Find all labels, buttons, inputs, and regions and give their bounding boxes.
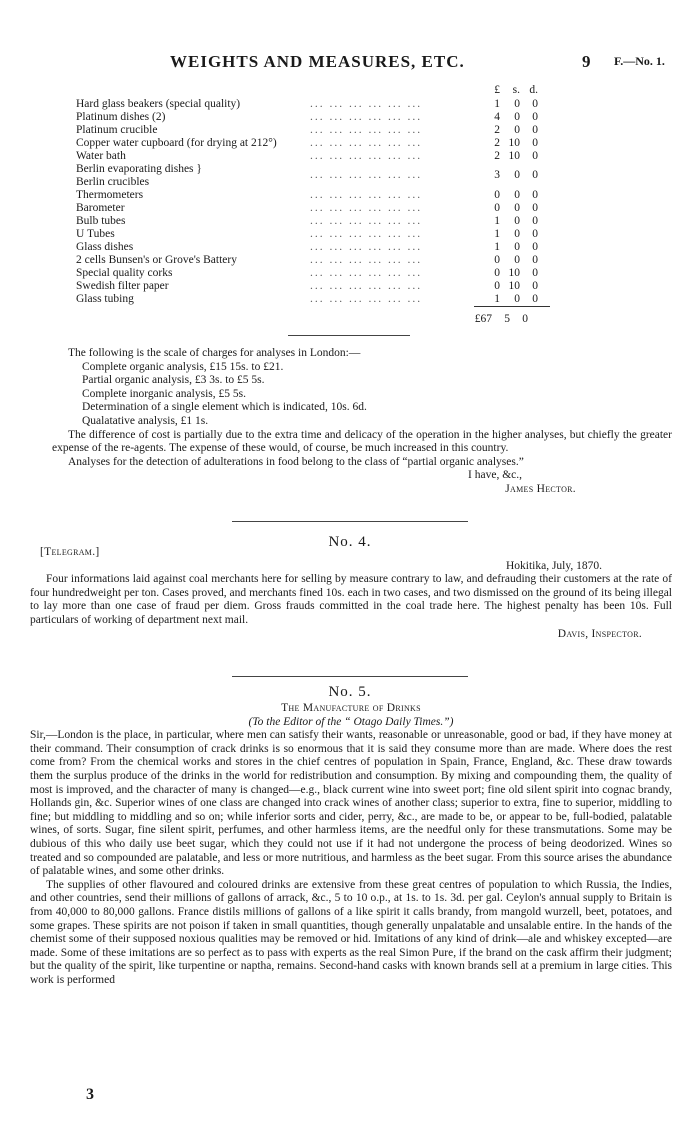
total-rule bbox=[474, 306, 550, 307]
item-name: Bulb tubes bbox=[76, 215, 126, 227]
leader-dots: ... ... ... ... ... ... bbox=[310, 169, 423, 181]
shillings-value: 0 bbox=[514, 202, 520, 214]
price-list-row bbox=[76, 98, 550, 111]
item-name: Barometer bbox=[76, 202, 125, 214]
page-number: 9 bbox=[582, 52, 591, 71]
document-reference: F.—No. 1. bbox=[614, 54, 665, 68]
equipment-price-list bbox=[76, 84, 550, 329]
shillings-value: 10 bbox=[508, 137, 520, 149]
leader-dots: ... ... ... ... ... ... bbox=[310, 189, 423, 201]
pence-value: 0 bbox=[532, 267, 538, 279]
analyses-intro: The following is the scale of charges for analyses in London:— bbox=[68, 347, 361, 359]
analysis-charge-item: Complete inorganic analysis, £5 5s. bbox=[82, 387, 246, 400]
pounds-value: 1 bbox=[494, 215, 500, 227]
analyses-paragraph: The difference of cost is partially due to the extra time and delicacy of the operation in the higher analyses, but chiefly the greater expense of the re-agents. The expense of these would, of course, be much increased in this country. bbox=[52, 428, 672, 455]
item-name: Water bath bbox=[76, 150, 126, 162]
leader-dots: ... ... ... ... ... ... bbox=[310, 254, 423, 266]
section-divider bbox=[232, 676, 468, 677]
price-list-row bbox=[76, 228, 550, 241]
leader-dots: ... ... ... ... ... ... bbox=[310, 150, 423, 162]
leader-dots: ... ... ... ... ... ... bbox=[310, 124, 423, 136]
pence-value: 0 bbox=[532, 189, 538, 201]
pounds-value: 0 bbox=[494, 202, 500, 214]
price-list-row bbox=[76, 254, 550, 267]
shillings-value: 0 bbox=[514, 254, 520, 266]
price-list-row bbox=[76, 150, 550, 163]
price-list-row bbox=[76, 124, 550, 137]
shillings-value: 0 bbox=[514, 124, 520, 136]
pounds-value: 0 bbox=[494, 189, 500, 201]
item-name: Special quality corks bbox=[76, 267, 173, 279]
pence-value: 0 bbox=[532, 137, 538, 149]
leader-dots: ... ... ... ... ... ... bbox=[310, 267, 423, 279]
pence-value: 0 bbox=[532, 150, 538, 162]
running-header bbox=[0, 52, 700, 72]
analyses-charges-list bbox=[52, 361, 672, 429]
section-heading-no4: No. 4. bbox=[328, 534, 372, 550]
pounds-value: 0 bbox=[494, 267, 500, 279]
price-list-row bbox=[76, 137, 550, 150]
pounds-value: 1 bbox=[494, 241, 500, 253]
shillings-value: 10 bbox=[508, 267, 520, 279]
total-pence: 0 bbox=[522, 313, 528, 325]
leader-dots: ... ... ... ... ... ... bbox=[310, 98, 423, 110]
signature-hector: James Hector. bbox=[505, 482, 576, 495]
leader-dots: ... ... ... ... ... ... bbox=[310, 137, 423, 149]
pence-value: 0 bbox=[532, 111, 538, 123]
article-paragraph: Sir,—London is the place, in particular, where men can satisfy their wants, reasonable or unreasonable, good or bad, if they have money at their command. Their consumption of crack drinks is so enormous that it is said they consume more than are made. Where does the rest come from? From the chemical works and stores in the chief centres of population in Spain, France, England, &c. These draw towards them the surplus produce of the drinks in the world for redistribution and consumption. By mixing and compounding them, the quality of most is improved, and the character of many is changed—e.g., black current wine into sweet port; fine old silent spirit into cognac brandy, Hollands gin, &c. Superior wines of one class are changed into crack wines of another class; superior to extra, fine to superior, middling to fine; but middling to middling and so on; while inferior sorts and cider, perry, &c., are made to be, or appear to be, full-bodied, palatable wines, of sorts. Sugar, fine silent spirit, perfumes, and other harmless items, are the needful only for these transmutations. Some may be dubious of this who daily use beet sugar, which they could not use if it had not undergone the process of being deodorized. Wines so treated and so compounded are palatable, and less or more nutritious, and harmless as the beet sugar. From this source arises the abundance of palatable wines, and some other drinks. bbox=[30, 729, 672, 878]
telegram-tag: [Telegram.] bbox=[40, 546, 100, 558]
pounds-value: 0 bbox=[494, 280, 500, 292]
telegram-section bbox=[30, 546, 672, 641]
pence-value: 0 bbox=[532, 124, 538, 136]
pounds-value: 4 bbox=[494, 111, 500, 123]
shillings-value: 0 bbox=[514, 215, 520, 227]
shillings-value: 0 bbox=[514, 98, 520, 110]
pence-value: 0 bbox=[532, 169, 538, 181]
telegram-dateline: Hokitika, July, 1870. bbox=[505, 559, 602, 572]
pence-value: 0 bbox=[532, 215, 538, 227]
analysis-charge-item: Determination of a single element which is indicated, 10s. 6d. bbox=[82, 401, 367, 414]
price-list-total bbox=[76, 313, 550, 329]
analyses-section bbox=[52, 347, 672, 497]
telegram-body: Four informations laid against coal merchants here for selling by measure contrary to law, and defrauding their customers at the rate of four hundredweight per ton. Cases proved, and merchants fined 10s. each in two cases, and two dismissed on the ground of its being illegal to lay more than one case of fraud per diem. Gross frauds committed in the coal trade here. The highest penalty has been 10s. Full particulars of working of department next mail. bbox=[30, 573, 672, 626]
pence-value: 0 bbox=[532, 202, 538, 214]
leader-dots: ... ... ... ... ... ... bbox=[310, 202, 423, 214]
pence-value: 0 bbox=[532, 98, 538, 110]
shillings-value: 0 bbox=[514, 111, 520, 123]
pounds-header: £ bbox=[494, 84, 500, 96]
pounds-value: 2 bbox=[494, 124, 500, 136]
shillings-value: 0 bbox=[514, 169, 520, 181]
signature-davis: Davis, Inspector. bbox=[557, 627, 642, 640]
price-list-row bbox=[76, 163, 550, 189]
item-name: Platinum dishes (2) bbox=[76, 111, 166, 123]
item-name: Berlin evaporating dishes } Berlin crucibles bbox=[76, 163, 202, 188]
article-section bbox=[30, 702, 672, 987]
price-list-row bbox=[76, 293, 550, 306]
leader-dots: ... ... ... ... ... ... bbox=[310, 280, 423, 292]
shillings-header: s. bbox=[512, 84, 520, 96]
section-heading-no5: No. 5. bbox=[328, 684, 372, 700]
item-name: Glass tubing bbox=[76, 293, 134, 305]
shillings-value: 10 bbox=[508, 150, 520, 162]
article-subtitle: (To the Editor of the “ Otago Daily Times.”) bbox=[248, 715, 454, 728]
leader-dots: ... ... ... ... ... ... bbox=[310, 215, 423, 227]
price-list-rows bbox=[76, 98, 550, 306]
pence-value: 0 bbox=[532, 228, 538, 240]
pence-value: 0 bbox=[532, 293, 538, 305]
signature-mark: 3 bbox=[86, 1086, 94, 1103]
price-list-row bbox=[76, 111, 550, 124]
item-name: Copper water cupboard (for drying at 212°) bbox=[76, 137, 277, 149]
item-name: 2 cells Bunsen's or Grove's Battery bbox=[76, 254, 237, 266]
price-list-row bbox=[76, 280, 550, 293]
currency-column-headers bbox=[76, 84, 550, 98]
item-name: Platinum crucible bbox=[76, 124, 158, 136]
item-name: U Tubes bbox=[76, 228, 115, 240]
item-name: Glass dishes bbox=[76, 241, 134, 253]
price-list-row bbox=[76, 241, 550, 254]
price-list-row bbox=[76, 215, 550, 228]
item-name: Thermometers bbox=[76, 189, 144, 201]
total-shillings: 5 bbox=[504, 313, 510, 325]
pounds-value: 1 bbox=[494, 228, 500, 240]
leader-dots: ... ... ... ... ... ... bbox=[310, 293, 423, 305]
pounds-value: 1 bbox=[494, 293, 500, 305]
analysis-charge-item: Complete organic analysis, £15 15s. to £21. bbox=[82, 360, 284, 373]
pounds-value: 1 bbox=[494, 98, 500, 110]
price-list-row bbox=[76, 202, 550, 215]
shillings-value: 10 bbox=[508, 280, 520, 292]
shillings-value: 0 bbox=[514, 228, 520, 240]
analysis-charge-item: Partial organic analysis, £3 3s. to £5 5s. bbox=[82, 374, 265, 387]
pence-header: d. bbox=[529, 84, 538, 96]
pence-value: 0 bbox=[532, 280, 538, 292]
leader-dots: ... ... ... ... ... ... bbox=[310, 228, 423, 240]
item-name: Hard glass beakers (special quality) bbox=[76, 98, 241, 110]
pounds-value: 3 bbox=[494, 169, 500, 181]
pounds-value: 2 bbox=[494, 150, 500, 162]
shillings-value: 0 bbox=[514, 293, 520, 305]
section-divider bbox=[288, 335, 410, 336]
shillings-value: 0 bbox=[514, 189, 520, 201]
item-name: Swedish filter paper bbox=[76, 280, 169, 292]
pounds-value: 2 bbox=[494, 137, 500, 149]
leader-dots: ... ... ... ... ... ... bbox=[310, 241, 423, 253]
leader-dots: ... ... ... ... ... ... bbox=[310, 111, 423, 123]
analyses-paragraph: Analyses for the detection of adulterations in food belong to the class of “partial organic analyses.” bbox=[68, 455, 524, 468]
pounds-value: 0 bbox=[494, 254, 500, 266]
closing-line: I have, &c., bbox=[468, 469, 522, 482]
pence-value: 0 bbox=[532, 254, 538, 266]
price-list-row bbox=[76, 189, 550, 202]
section-divider bbox=[232, 521, 468, 522]
shillings-value: 0 bbox=[514, 241, 520, 253]
page-title: WEIGHTS AND MEASURES, ETC. bbox=[170, 52, 465, 71]
total-pounds: £67 bbox=[474, 313, 492, 325]
analysis-charge-item: Qualatative analysis, £1 1s. bbox=[82, 414, 209, 427]
price-list-row bbox=[76, 267, 550, 280]
article-title: The Manufacture of Drinks bbox=[281, 702, 421, 714]
pence-value: 0 bbox=[532, 241, 538, 253]
article-paragraph: The supplies of other flavoured and coloured drinks are extensive from these great centres of population to which Russia, the Indies, and other countries, send their millions of gallons of arrack, &c., 5 to 10 o.p., at 1s. to 1s. 3d. per gal. Ceylon's annual supply to Britain is from 40,000 to 80,000 gallons. France distils millions of gallons of a like spirit it calls brandy, from mangold wurzell, beet, potatoes, and some grapes. These spirits are not poison if taken in small quantities, though generally unpalatable and unsalable entire. In the hands of the chemist some of their supposed noxious qualities may be removed or hid. Imitations of any kind of drink—ale and whiskey excepted—are made. Some of these imitations are so perfect as to pass with experts as the real Simon Pure, if the brand on the cask affirm their judgment; but the quality of the spirit, like turpentine or naptha, remains. Second-hand casks with known brands sell at a premium in large cities. This work is performed bbox=[30, 878, 672, 986]
